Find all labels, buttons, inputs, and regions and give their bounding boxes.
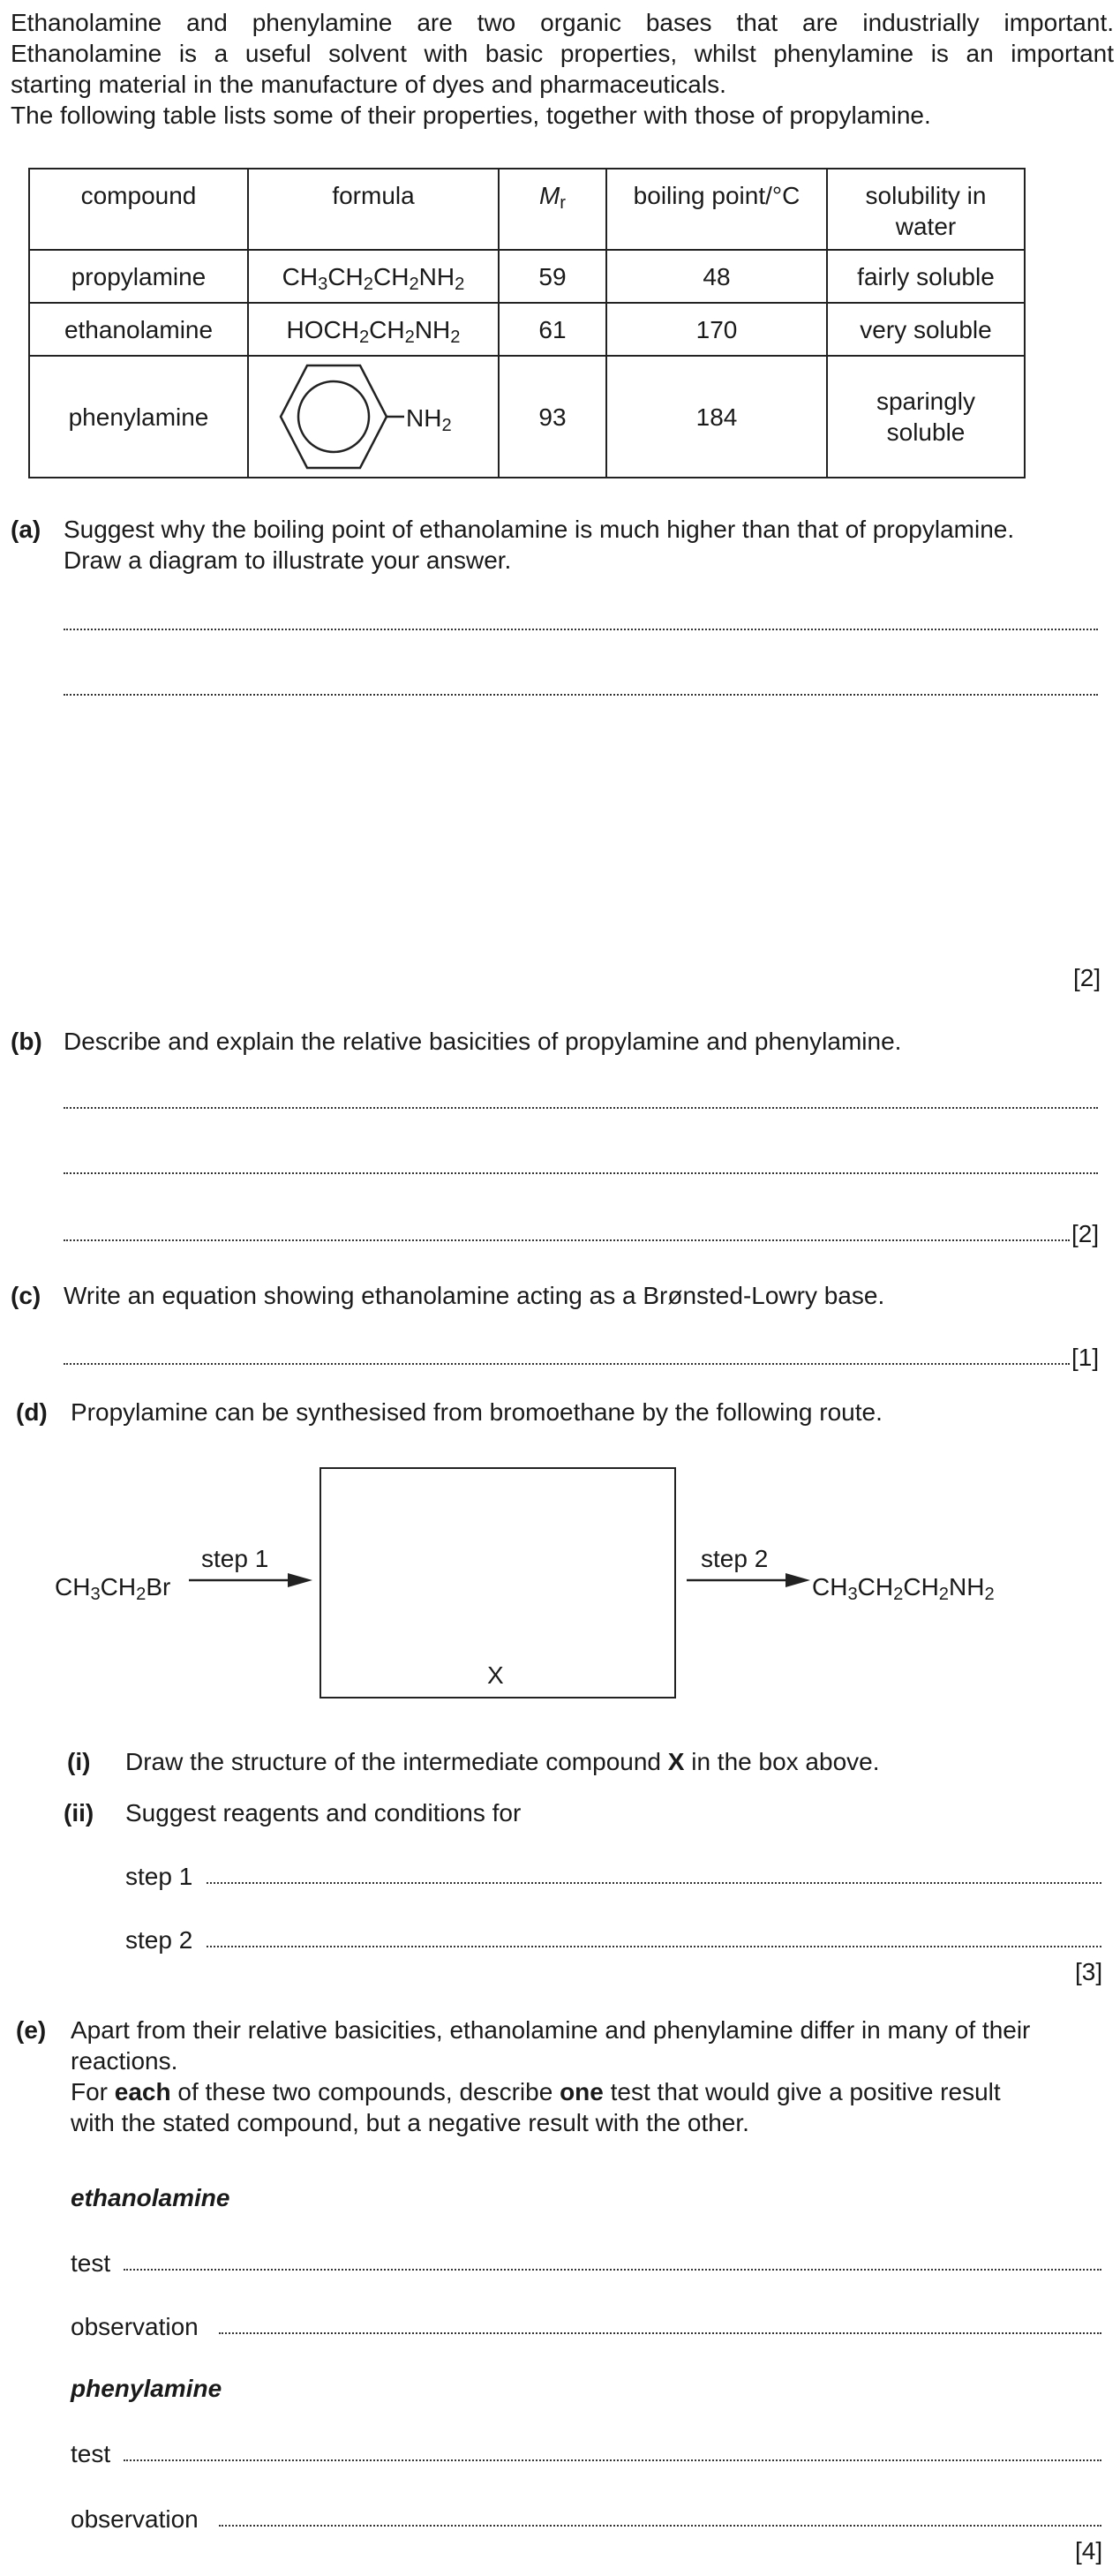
- test-label-ethanolamine: test: [71, 2249, 111, 2277]
- cell-formula: [248, 356, 499, 478]
- cell-solubility: very soluble: [827, 303, 1025, 356]
- question-e-text: Apart from their relative basicities, ethanolamine and phenylamine differ in many of their reactions. For each of these two compounds, describe one test that would give a positive result with the stated compound, but a negative result with the other.: [71, 2016, 1031, 2136]
- properties-table: [28, 168, 1026, 478]
- cell-formula: $CH_3CH_2CH_2NH_2$: [248, 250, 499, 303]
- answer-line-observation-phenylamine[interactable]: [219, 2525, 1101, 2527]
- cell-compound: propylamine: [29, 250, 248, 303]
- question-d-ii-text: Suggest reagents and conditions for: [125, 1799, 522, 1827]
- marks-d: [3]: [1075, 1958, 1103, 1985]
- answer-line-step-2[interactable]: [207, 1946, 1101, 1947]
- product-formula: $CH_3CH_2CH_2NH_2$: [812, 1573, 995, 1605]
- test-label-phenylamine: test: [71, 2440, 111, 2467]
- cell-boiling-point: 170: [606, 303, 827, 356]
- question-c-text: Write an equation showing ethanolamine acting as a Brønsted-Lowry base.: [64, 1282, 885, 1309]
- answer-line-c-1[interactable]: [64, 1363, 1070, 1365]
- table-header-row: [29, 169, 1025, 250]
- cell-formula: $HOCH_2CH_2NH_2$: [248, 303, 499, 356]
- question-d-label: (d): [16, 1398, 48, 1426]
- cell-compound: ethanolamine: [29, 303, 248, 356]
- answer-line-a-1[interactable]: [64, 629, 1098, 630]
- question-d-text: Propylamine can be synthesised from bromoethane by the following route.: [71, 1398, 883, 1426]
- nh2-group: $NH_2$: [406, 404, 452, 436]
- intro-text: [11, 7, 1114, 131]
- answer-line-observation-ethanolamine[interactable]: [219, 2332, 1101, 2334]
- step-2-answer-label: step 2: [125, 1926, 193, 1954]
- answer-line-a-2[interactable]: [64, 694, 1098, 696]
- header-formula: formula: [248, 169, 499, 250]
- cell-solubility: fairly soluble: [827, 250, 1025, 303]
- marks-b: [2]: [1071, 1220, 1100, 1247]
- answer-line-test-phenylamine[interactable]: [124, 2459, 1101, 2461]
- question-b-text: Describe and explain the relative basicities of propylamine and phenylamine.: [64, 1028, 902, 1055]
- question-e-label: (e): [16, 2016, 47, 2044]
- cell-boiling-point: 48: [606, 250, 827, 303]
- step-1-answer-label: step 1: [125, 1863, 193, 1890]
- question-b-label: (b): [11, 1028, 42, 1055]
- answer-line-step-1[interactable]: [207, 1882, 1101, 1884]
- marks-a: [2]: [1073, 964, 1101, 991]
- table-row: [29, 356, 1025, 478]
- heading-ethanolamine: ethanolamine: [71, 2184, 230, 2211]
- step-1-label: step 1: [201, 1545, 269, 1572]
- box-label-x: X: [487, 1661, 504, 1689]
- table-row: [29, 250, 1025, 303]
- intro-line-2: Ethanolamine is a useful solvent with basic properties, whilst phenylamine is an important: [11, 40, 1114, 67]
- cell-mr: 61: [499, 303, 606, 356]
- header-compound: compound: [29, 169, 248, 250]
- cell-compound: phenylamine: [29, 356, 248, 478]
- question-a-label: (a): [11, 516, 41, 543]
- question-d-i-label: (i): [67, 1748, 91, 1775]
- cell-mr: 93: [499, 356, 606, 478]
- header-mr: $M_r$: [499, 169, 606, 250]
- intro-line-4: The following table lists some of their properties, together with those of propylamine.: [11, 102, 931, 129]
- marks-c: [1]: [1071, 1344, 1100, 1371]
- arrow-step-2-icon: [687, 1571, 810, 1589]
- answer-line-b-3[interactable]: [64, 1239, 1070, 1241]
- step-2-label: step 2: [701, 1545, 769, 1572]
- arrow-step-1-icon: [189, 1571, 312, 1589]
- table-row: [29, 303, 1025, 356]
- answer-line-b-2[interactable]: [64, 1172, 1098, 1174]
- cell-solubility: sparingly soluble: [827, 356, 1025, 478]
- header-solubility: solubility in water: [827, 169, 1025, 250]
- reactant-formula: $CH_3CH_2Br$: [55, 1573, 171, 1605]
- heading-phenylamine: phenylamine: [71, 2375, 222, 2402]
- header-boiling-point: boiling point/°C: [606, 169, 827, 250]
- question-d-i-text: Draw the structure of the intermediate compound X in the box above.: [125, 1748, 880, 1775]
- cell-mr: 59: [499, 250, 606, 303]
- marks-e: [4]: [1075, 2537, 1103, 2565]
- intro-line-1: Ethanolamine and phenylamine are two organic bases that are industrially important.: [11, 9, 1114, 36]
- observation-label-phenylamine: observation: [71, 2505, 199, 2533]
- benzene-ring-icon: [272, 362, 404, 471]
- question-a-text: Suggest why the boiling point of ethanolamine is much higher than that of propylamine. Draw a diagram to illustrate your answer.: [64, 516, 1015, 574]
- question-d-ii-label: (ii): [64, 1799, 94, 1827]
- answer-line-test-ethanolamine[interactable]: [124, 2269, 1101, 2271]
- cell-boiling-point: 184: [606, 356, 827, 478]
- observation-label-ethanolamine: observation: [71, 2313, 199, 2340]
- answer-line-b-1[interactable]: [64, 1107, 1098, 1109]
- intro-line-3: starting material in the manufacture of dyes and pharmaceuticals.: [11, 71, 726, 98]
- question-c-label: (c): [11, 1282, 41, 1309]
